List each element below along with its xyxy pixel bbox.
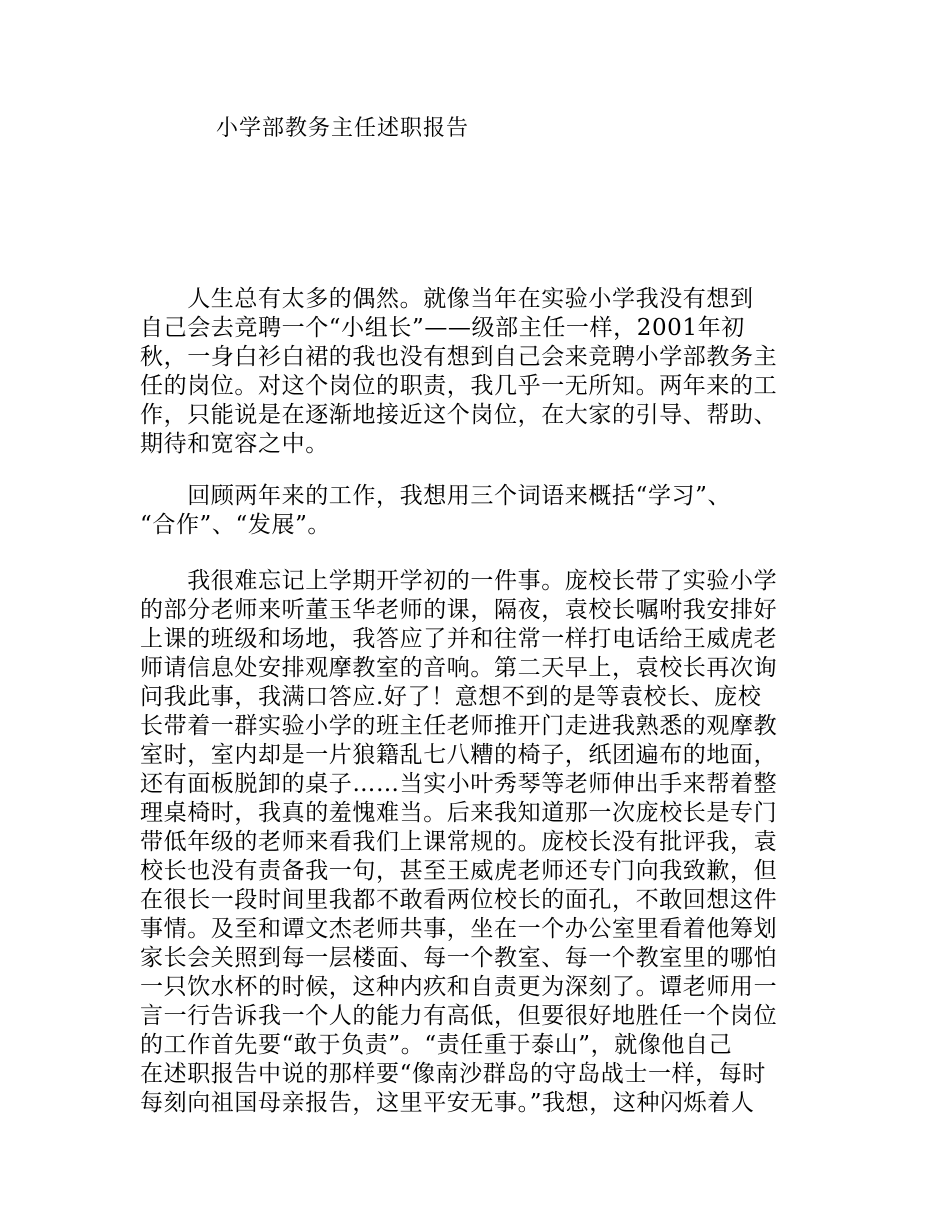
text-line: 的部分老师来听董玉华老师的课，隔夜，袁校长嘱咐我安排好 bbox=[140, 597, 778, 623]
paragraph-summary bbox=[140, 482, 830, 540]
text-line: 师请信息处安排观摩教室的音响。第二天早上，袁校长再次询 bbox=[140, 655, 778, 681]
text-line: 任的岗位。对这个岗位的职责，我几乎一无所知。两年来的工 bbox=[140, 373, 778, 399]
text-line: 人生总有太多的偶然。就像当年在实验小学我没有想到 bbox=[140, 286, 754, 312]
text-line: 回顾两年来的工作，我想用三个词语来概括“学习”、 bbox=[140, 483, 732, 509]
text-line: 家长会关照到每一层楼面、每一个教室、每一个教室里的哪怕 bbox=[140, 945, 778, 971]
text-line: 还有面板脱卸的桌子……当实小叶秀琴等老师伸出手来帮着整 bbox=[140, 771, 778, 797]
text-line: 在很长一段时间里我都不敢看两位校长的面孔，不敢回想这件 bbox=[140, 887, 778, 913]
text-line: 的工作首先要“敢于负责”。“责任重于泰山”，就像他自己 bbox=[140, 1032, 733, 1058]
document-title: 小学部教务主任述职报告 bbox=[216, 116, 470, 141]
text-line: 在述职报告中说的那样要“像南沙群岛的守岛战士一样，每时 bbox=[140, 1061, 766, 1087]
text-line: 自己会去竞聘一个“小组长”——级部主任一样，2001年初 bbox=[140, 315, 745, 341]
text-line: 我很难忘记上学期开学初的一件事。庞校长带了实验小学 bbox=[140, 568, 778, 594]
text-line: 言一行告诉我一个人的能力有高低，但要很好地胜任一个岗位 bbox=[140, 1003, 778, 1029]
text-line: “合作”、“发展”。 bbox=[140, 512, 332, 538]
text-line: 上课的班级和场地，我答应了并和往常一样打电话给王威虎老 bbox=[140, 626, 778, 652]
text-line: 室时，室内却是一片狼籍乱七八糟的椅子，纸团遍布的地面， bbox=[140, 742, 778, 768]
paragraph-intro bbox=[140, 285, 830, 459]
text-line: 一只饮水杯的时候，这种内疚和自责更为深刻了。谭老师用一 bbox=[140, 974, 778, 1000]
text-line: 秋，一身白衫白裙的我也没有想到自己会来竞聘小学部教务主 bbox=[140, 344, 778, 370]
paragraph-story bbox=[140, 567, 830, 1118]
text-line: 带低年级的老师来看我们上课常规的。庞校长没有批评我，袁 bbox=[140, 829, 778, 855]
text-line: 期待和宽容之中。 bbox=[140, 431, 329, 457]
text-line: 校长也没有责备我一句，甚至王威虎老师还专门向我致歉，但 bbox=[140, 858, 778, 884]
text-line: 作，只能说是在逐渐地接近这个岗位，在大家的引导、帮助、 bbox=[140, 402, 778, 428]
text-line: 事情。及至和谭文杰老师共事，坐在一个办公室里看着他筹划 bbox=[140, 916, 778, 942]
text-line: 每刻向祖国母亲报告，这里平安无事。”我想，这种闪烁着人 bbox=[140, 1090, 755, 1116]
text-line: 问我此事，我满口答应.好了！意想不到的是等袁校长、庞校 bbox=[140, 684, 762, 710]
text-line: 长带着一群实验小学的班主任老师推开门走进我熟悉的观摩教 bbox=[140, 713, 778, 739]
text-line: 理桌椅时，我真的羞愧难当。后来我知道那一次庞校长是专门 bbox=[140, 800, 778, 826]
